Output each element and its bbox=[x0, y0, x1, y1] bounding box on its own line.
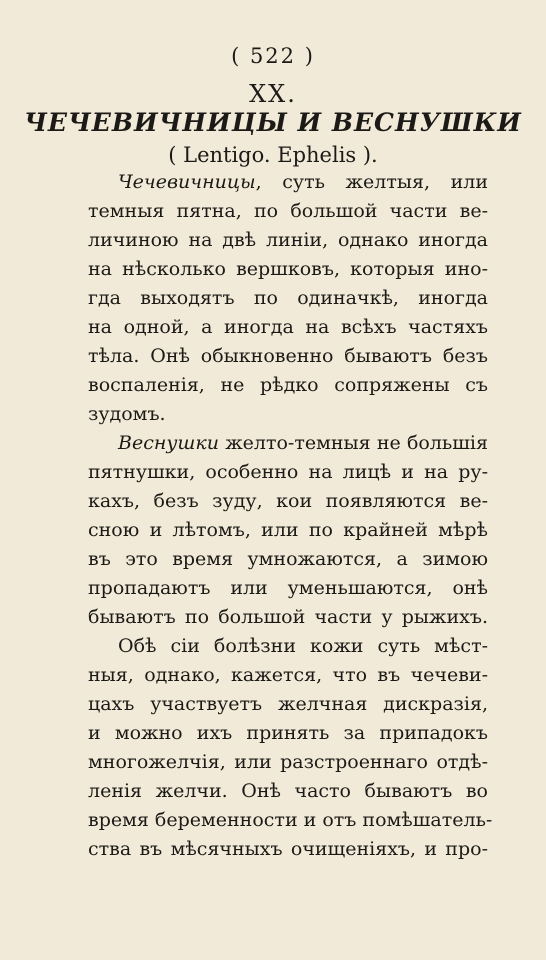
chapter-number: XX. bbox=[249, 80, 297, 108]
chapter-title: ЧЕЧЕВИЧНИЦЫ И ВЕСНУШКИ bbox=[24, 108, 522, 137]
line-text: , суть желтыя, или bbox=[255, 171, 488, 193]
chapter-subtitle: ( Lentigo. Ephelis ). bbox=[168, 143, 378, 167]
paragraph-line: ныя, однако, кажется, что въ чечеви- bbox=[88, 664, 488, 686]
paragraph-line: воспаленія, не рѣдко сопряжены съ bbox=[88, 374, 488, 396]
paragraph-line: бываютъ по большой части у рыжихъ. bbox=[88, 606, 488, 628]
paragraph-line: и можно ихъ принять за припадокъ bbox=[88, 722, 488, 744]
page-number: ( 522 ) bbox=[231, 44, 315, 68]
paragraph-line: темныя пятна, по большой части ве- bbox=[88, 200, 488, 222]
paragraph-line: личиною на двѣ линіи, однако иногда bbox=[88, 229, 488, 251]
paragraph-line: ства въ мѣсячныхъ очищеніяхъ, и про- bbox=[88, 838, 488, 860]
paragraph-line: на нѣсколько вершковъ, которыя ино- bbox=[88, 258, 488, 280]
paragraph-line: тѣла. Онѣ обыкновенно бываютъ безъ bbox=[88, 345, 488, 367]
paragraph-line: зудомъ. bbox=[88, 403, 166, 425]
paragraph-line: пропадаютъ или уменьшаются, онѣ bbox=[88, 577, 488, 599]
paragraph-line: время беременности и отъ помѣшатель- bbox=[88, 809, 493, 831]
paragraph-line bbox=[118, 170, 488, 194]
paragraph-line: сною и лѣтомъ, или по крайней мѣрѣ bbox=[88, 519, 488, 541]
paragraph-line: на одной, а иногда на всѣхъ частяхъ bbox=[88, 316, 488, 338]
paragraph-line: Обѣ сіи болѣзни кожи суть мѣст- bbox=[118, 635, 488, 657]
line-text: желто-темныя не большія bbox=[225, 432, 488, 454]
term-chechevichnitsy: Чечевичницы bbox=[118, 171, 256, 193]
paragraph-line: пятнушки, особенно на лицѣ и на ру- bbox=[88, 461, 488, 483]
paragraph-line bbox=[118, 431, 488, 455]
paragraph-line: гда выходятъ по одиначкѣ, иногда bbox=[88, 287, 488, 309]
term-vesnushki: Веснушки bbox=[118, 432, 219, 454]
paragraph-line: ленія желчи. Онѣ часто бываютъ во bbox=[88, 780, 488, 802]
paragraph-line: цахъ участвуетъ желчная дискразія, bbox=[88, 693, 488, 715]
paragraph-line: многожелчія, или разстроеннаго отдѣ- bbox=[88, 751, 488, 773]
paragraph-line: въ это время умножаются, а зимою bbox=[88, 548, 488, 570]
paragraph-line: кахъ, безъ зуду, кои появляются ве- bbox=[88, 490, 488, 512]
